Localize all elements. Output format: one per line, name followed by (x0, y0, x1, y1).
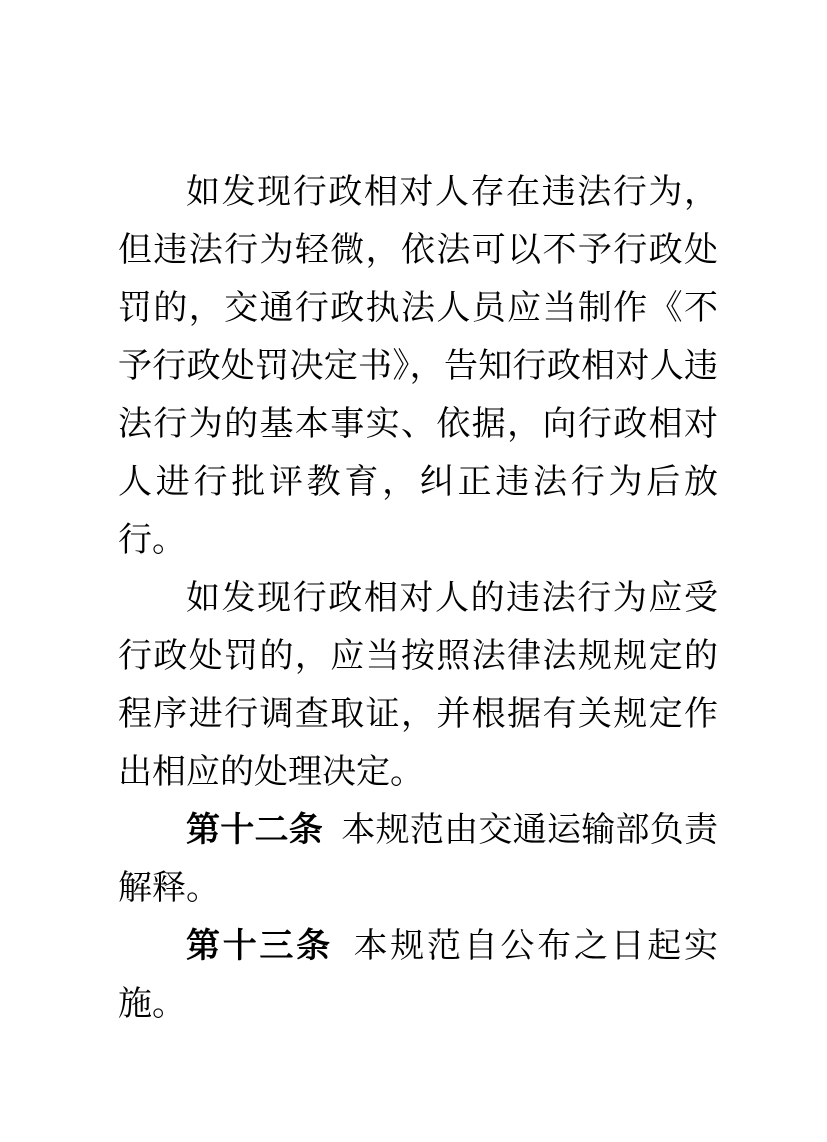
article-thirteen (118, 917, 718, 1033)
paragraph-text: 如发现行政相对人存在违法行为，但违法行为轻微，依法可以不予行政处罚的，交通行政执法人员应当制作《不予行政处罚决定书》，告知行政相对人违法行为的基本事实、依据，向行政相对人进行批评教育，纠正违法行为后放行。 (118, 172, 718, 560)
article-heading: 第十二条 (186, 810, 324, 850)
paragraph-penalty-violation (118, 569, 718, 801)
article-text: 本规范由交通运输部负责解释。 (118, 810, 719, 908)
paragraph-minor-violation (118, 163, 718, 569)
document-body (118, 163, 718, 1033)
article-heading: 第十三条 (186, 926, 333, 966)
paragraph-text: 如发现行政相对人的违法行为应受行政处罚的，应当按照法律法规规定的程序进行调查取证，并根据有关规定作出相应的处理决定。 (118, 578, 718, 792)
article-twelve (118, 801, 718, 917)
article-text: 本规范自公布之日起实施。 (118, 926, 719, 1024)
